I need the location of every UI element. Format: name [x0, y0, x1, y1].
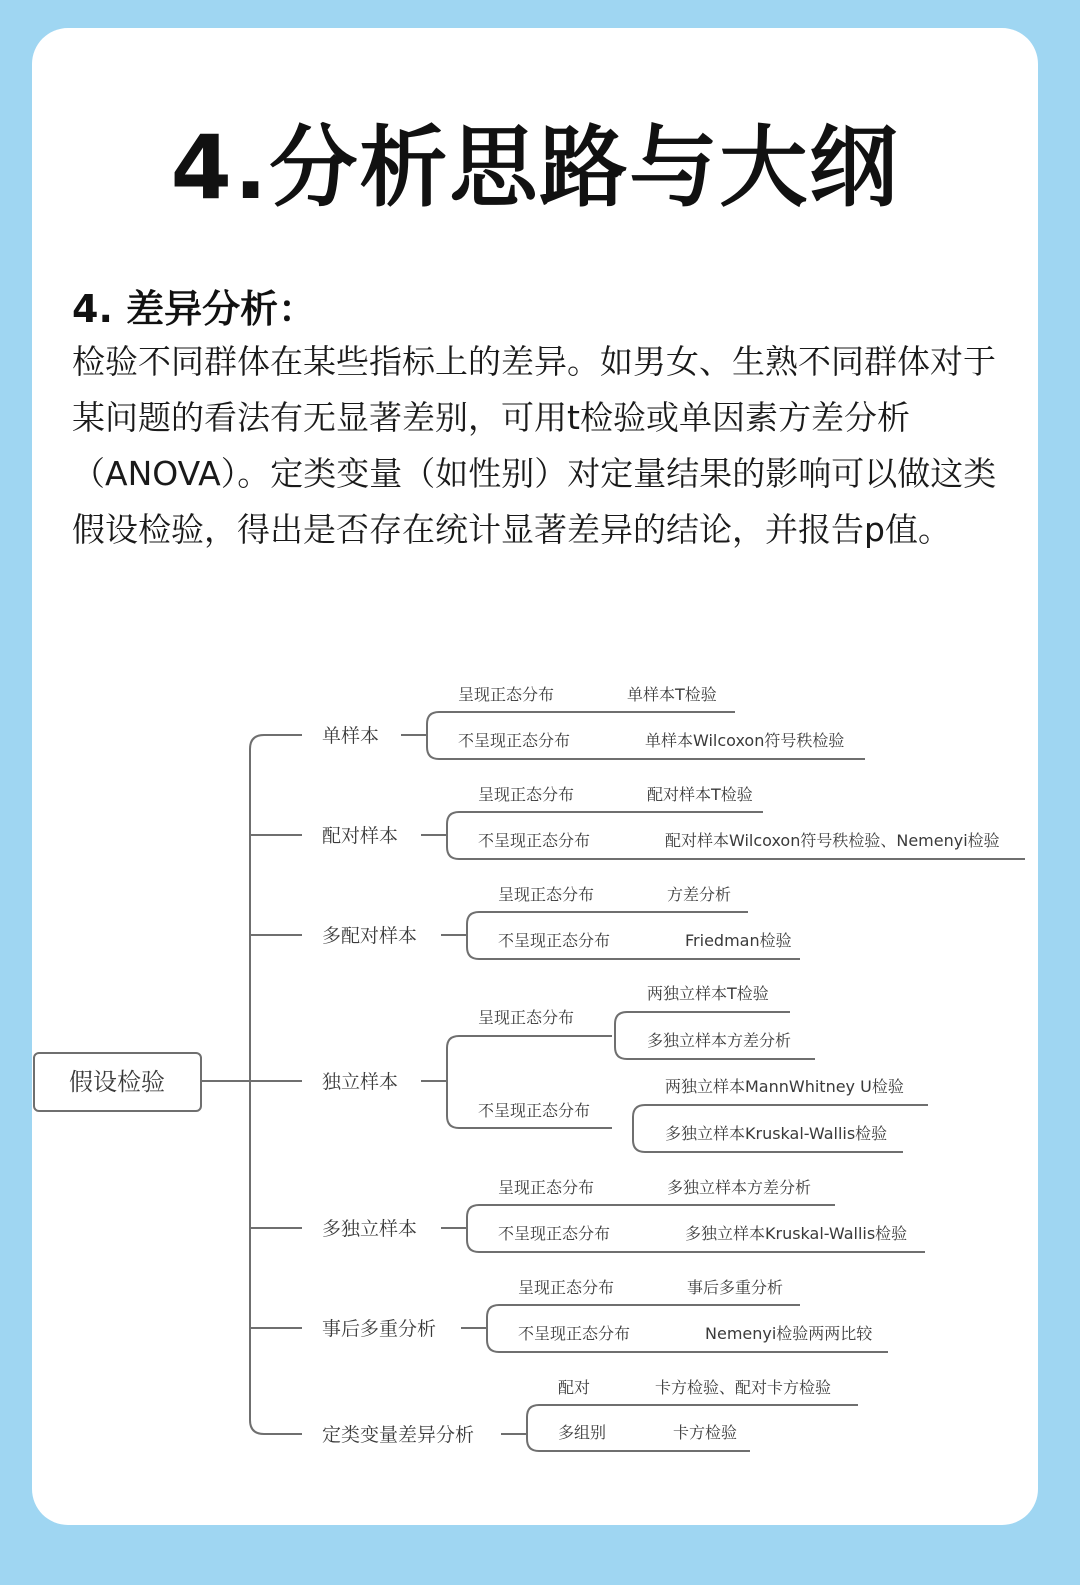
- group-node: 独立样本: [322, 1071, 399, 1093]
- condition-node: 不呈现正态分布: [498, 1224, 611, 1243]
- condition-node: 不呈现正态分布: [478, 831, 591, 850]
- page-title: 4.分析思路与大纲: [170, 116, 900, 219]
- spine-bracket: [250, 735, 302, 1434]
- group-node: 事后多重分析: [322, 1318, 437, 1340]
- branch-bracket: [447, 812, 461, 859]
- condition-node: 多组别: [558, 1423, 607, 1442]
- condition-node: 不呈现正态分布: [498, 931, 611, 950]
- test-node: 单样本T检验: [627, 685, 717, 704]
- test-node: 配对样本T检验: [647, 785, 753, 804]
- sub-bracket: [633, 1105, 647, 1152]
- test-node: 多独立样本Kruskal-Wallis检验: [665, 1124, 888, 1143]
- group-node: 多独立样本: [322, 1218, 418, 1240]
- test-node: 多独立样本方差分析: [647, 1031, 792, 1050]
- branch-bracket: [487, 1305, 501, 1352]
- group-node: 单样本: [322, 725, 380, 747]
- condition-node: 呈现正态分布: [478, 785, 575, 804]
- branch-bracket: [427, 712, 441, 759]
- condition-node: 配对: [558, 1378, 591, 1397]
- condition-node: 不呈现正态分布: [458, 731, 571, 750]
- section-body: 检验不同群体在某些指标上的差异。如男女、生熟不同群体对于某问题的看法有无显著差别，可用t检验或单因素方差分析（ANOVA）。定类变量（如性别）对定量结果的影响可以做这类假设检验，得出是否存在统计显著差异的结论，并报告p值。: [72, 342, 997, 549]
- test-node: 配对样本Wilcoxon符号秩检验、Nemenyi检验: [665, 831, 1000, 850]
- sub-bracket: [615, 1012, 629, 1059]
- condition-node: 呈现正态分布: [478, 1008, 575, 1027]
- test-node: 两独立样本T检验: [647, 984, 769, 1003]
- root-node: 假设检验: [69, 1068, 165, 1096]
- test-node: 卡方检验: [673, 1423, 738, 1442]
- test-node: 事后多重分析: [687, 1278, 784, 1297]
- condition-node: 不呈现正态分布: [518, 1324, 631, 1343]
- test-node: Nemenyi检验两两比较: [705, 1324, 873, 1343]
- test-node: 多独立样本Kruskal-Wallis检验: [685, 1224, 908, 1243]
- test-node: 卡方检验、配对卡方检验: [655, 1378, 832, 1397]
- test-node: 单样本Wilcoxon符号秩检验: [645, 731, 845, 750]
- condition-node: 呈现正态分布: [458, 685, 555, 704]
- test-node: 方差分析: [667, 885, 732, 904]
- test-node: 两独立样本MannWhitney U检验: [665, 1077, 904, 1096]
- branch-bracket: [467, 1205, 481, 1252]
- group-node: 定类变量差异分析: [322, 1424, 475, 1446]
- group-node: 多配对样本: [322, 925, 418, 947]
- condition-node: 呈现正态分布: [518, 1278, 615, 1297]
- mindmap-nodes: [322, 685, 1000, 1446]
- branch-bracket: [467, 912, 481, 959]
- condition-node: 呈现正态分布: [498, 1178, 595, 1197]
- test-node: 多独立样本方差分析: [667, 1178, 812, 1197]
- condition-node: 不呈现正态分布: [478, 1101, 591, 1120]
- group-node: 配对样本: [322, 825, 399, 847]
- section-heading: 4. 差异分析：: [72, 287, 317, 331]
- branch-bracket: [527, 1405, 541, 1451]
- condition-node: 呈现正态分布: [498, 885, 595, 904]
- test-node: Friedman检验: [685, 931, 792, 950]
